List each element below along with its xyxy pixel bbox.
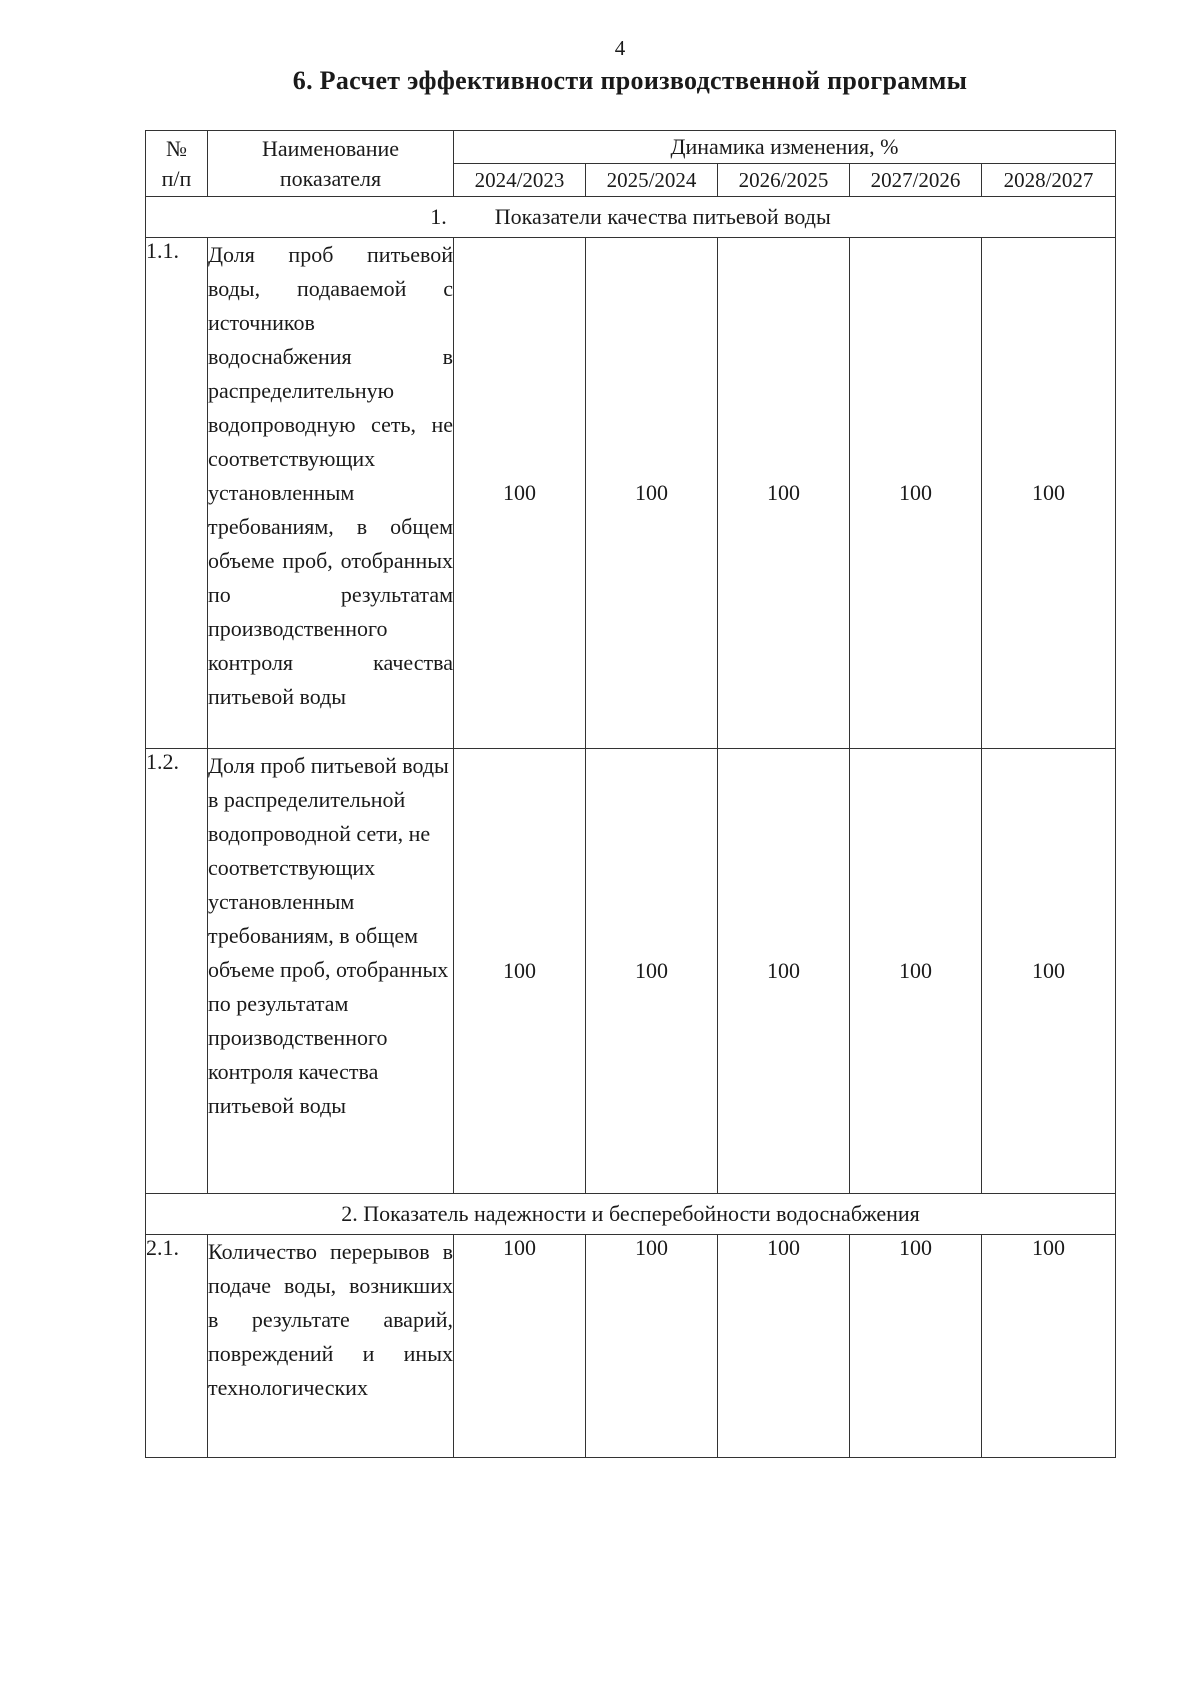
row-number: 2.1. bbox=[146, 1235, 208, 1458]
section-title-text: Показатели качества питьевой воды bbox=[494, 204, 831, 229]
indicator-name: Доля проб питьевой воды в распределительной водопроводной сети, не соответствующих установленным требованиям, в общем объеме проб, отобранных по результатам производственного контроля качества питьевой воды bbox=[208, 749, 454, 1194]
year-header: 2028/2027 bbox=[982, 164, 1116, 197]
column-header-name-line2: показателя bbox=[279, 165, 382, 191]
column-header-name bbox=[208, 131, 454, 197]
value-cell: 100 bbox=[454, 238, 586, 749]
year-header: 2025/2024 bbox=[586, 164, 718, 197]
column-header-name-line1: Наименование bbox=[261, 135, 400, 161]
row-number: 1.1. bbox=[146, 238, 208, 749]
value-cell: 100 bbox=[586, 1235, 718, 1458]
value-cell: 100 bbox=[586, 238, 718, 749]
value-cell: 100 bbox=[718, 238, 850, 749]
year-header: 2026/2025 bbox=[718, 164, 850, 197]
value-cell: 100 bbox=[850, 238, 982, 749]
row-number: 1.2. bbox=[146, 749, 208, 1194]
value-cell: 100 bbox=[718, 749, 850, 1194]
efficiency-table bbox=[145, 130, 1116, 1458]
value-cell: 100 bbox=[850, 1235, 982, 1458]
column-header-dynamics: Динамика изменения, % bbox=[454, 131, 1116, 164]
column-header-number-line2: п/п bbox=[161, 165, 192, 191]
value-cell: 100 bbox=[982, 1235, 1116, 1458]
value-cell: 100 bbox=[586, 749, 718, 1194]
section-title-1 bbox=[146, 197, 1116, 238]
section-row bbox=[146, 197, 1116, 238]
indicator-name: Доля проб питьевой воды, подаваемой с источников водоснабжения в распределительную водопроводную сеть, не соответствующих установленным требованиям, в общем объеме проб, отобранных по результатам производственного контроля качества питьевой воды bbox=[208, 238, 454, 749]
year-header: 2027/2026 bbox=[850, 164, 982, 197]
column-header-number-line1: № bbox=[166, 135, 187, 161]
table-row bbox=[146, 749, 1116, 1194]
value-cell: 100 bbox=[850, 749, 982, 1194]
page-number: 4 bbox=[614, 36, 626, 60]
header-row bbox=[146, 131, 1116, 164]
value-cell: 100 bbox=[454, 749, 586, 1194]
year-header: 2024/2023 bbox=[454, 164, 586, 197]
value-cell: 100 bbox=[982, 238, 1116, 749]
value-cell: 100 bbox=[982, 749, 1116, 1194]
section-title-text: Показатель надежности и бесперебойности водоснабжения bbox=[363, 1201, 920, 1226]
value-cell: 100 bbox=[718, 1235, 850, 1458]
table-row bbox=[146, 238, 1116, 749]
section-number: 2. bbox=[341, 1201, 358, 1226]
value-cell: 100 bbox=[454, 1235, 586, 1458]
section-number: 1. bbox=[430, 204, 447, 229]
table-row bbox=[146, 1235, 1116, 1458]
column-header-number bbox=[146, 131, 208, 197]
section-title-2 bbox=[146, 1194, 1116, 1235]
page-title: 6. Расчет эффективности производственной программы bbox=[292, 66, 968, 95]
section-row bbox=[146, 1194, 1116, 1235]
indicator-name: Количество перерывов в подаче воды, возникших в результате аварий, повреждений и иных технологических bbox=[208, 1235, 454, 1458]
